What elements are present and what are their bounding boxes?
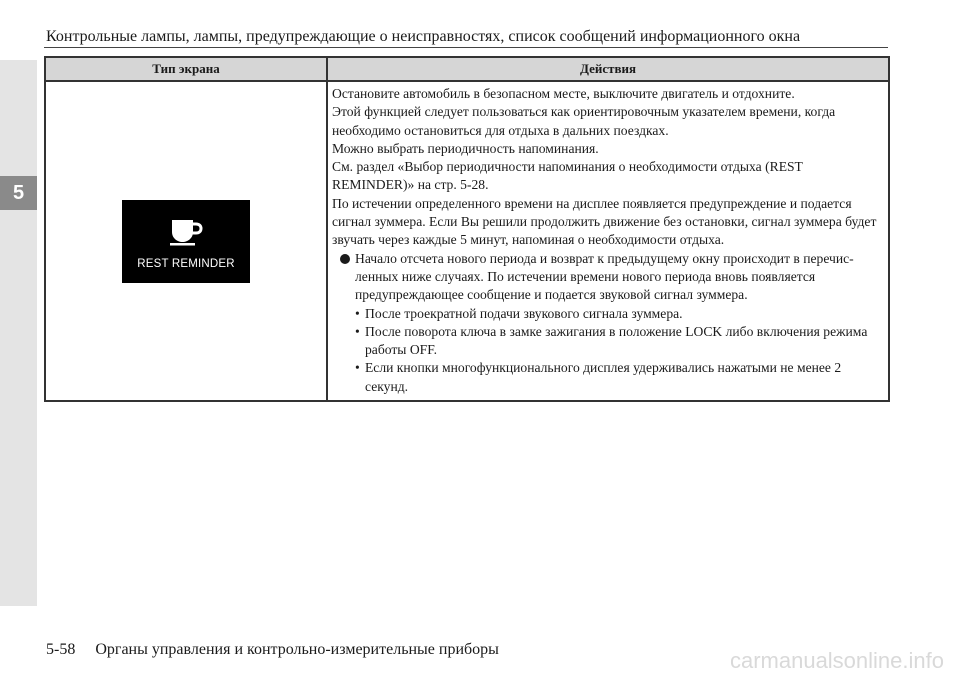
column-header-actions: Действия — [327, 57, 889, 81]
rest-reminder-display — [122, 200, 250, 283]
header-divider — [44, 47, 888, 48]
actions-text-block — [328, 82, 888, 400]
actions-cell — [327, 81, 889, 401]
list-item-text: После поворота ключа в замке зажигания в положение LOCK либо включения режима работы OFF. — [365, 323, 868, 358]
page-header-title: Контрольные лампы, лампы, предупреждающие о неисправностях, список сообщений информационного окна — [46, 28, 801, 45]
chapter-tab: 5 — [0, 176, 37, 210]
sub-list — [332, 305, 882, 396]
list-item-text: После троекратной подачи звукового сигнала зуммера. — [365, 305, 683, 321]
warning-info-table — [44, 56, 890, 402]
watermark: carmanualsonline.info — [729, 648, 944, 673]
bullet-item — [332, 250, 882, 305]
action-paragraph: См. раздел «Выбор периодичности напоминания о необходимости отдыха (REST REMINDER)» на стр. 5-28. — [332, 159, 803, 193]
list-item-text: Если кнопки многофункционального дисплея удерживались нажатыми не менее 2 секунд. — [365, 360, 842, 394]
display-message-label: REST REMINDER — [137, 257, 235, 270]
small-bullet-icon: • — [355, 305, 360, 321]
small-bullet-icon: • — [355, 360, 360, 376]
coffee-cup-icon — [169, 218, 203, 246]
table-header-row — [45, 57, 889, 81]
page-number: 5-58 — [46, 641, 76, 658]
list-item — [355, 305, 882, 323]
screen-type-cell — [45, 81, 327, 401]
action-paragraph: По истечении определенного времени на дисплее появляется предупреждение и подается сигнал зуммера. Если Вы решили продолжить движение без остановки, сигнал зуммера будет звучать через каждые 5 минут, напоминая о необходимости отдыха. — [332, 195, 877, 248]
bullet-text: Начало отсчета нового периода и возврат к предыдущему окну происходит в перечис-ленных ниже случаях. По истечении времени нового периода вновь появляется предупреждающее сообщение и подается звуковой сигнал зуммера. — [355, 250, 854, 303]
page-footer — [46, 641, 499, 659]
table-row — [45, 81, 889, 401]
footer-section-title: Органы управления и контрольно-измерительные приборы — [95, 641, 499, 658]
action-paragraph: Этой функцией следует пользоваться как ориентировочным указателем времени, когда необходимо остановиться для отдыха в дальних поездках. — [332, 104, 836, 138]
bullet-dot-icon — [340, 254, 350, 264]
side-strip — [0, 60, 37, 606]
list-item — [355, 359, 882, 396]
list-item — [355, 323, 882, 360]
small-bullet-icon: • — [355, 323, 360, 339]
column-header-screen-type: Тип экрана — [45, 57, 327, 81]
action-paragraph: Остановите автомобиль в безопасном месте, выключите двигатель и отдохните. — [332, 86, 795, 101]
action-paragraph: Можно выбрать периодичность напоминания. — [332, 140, 599, 156]
